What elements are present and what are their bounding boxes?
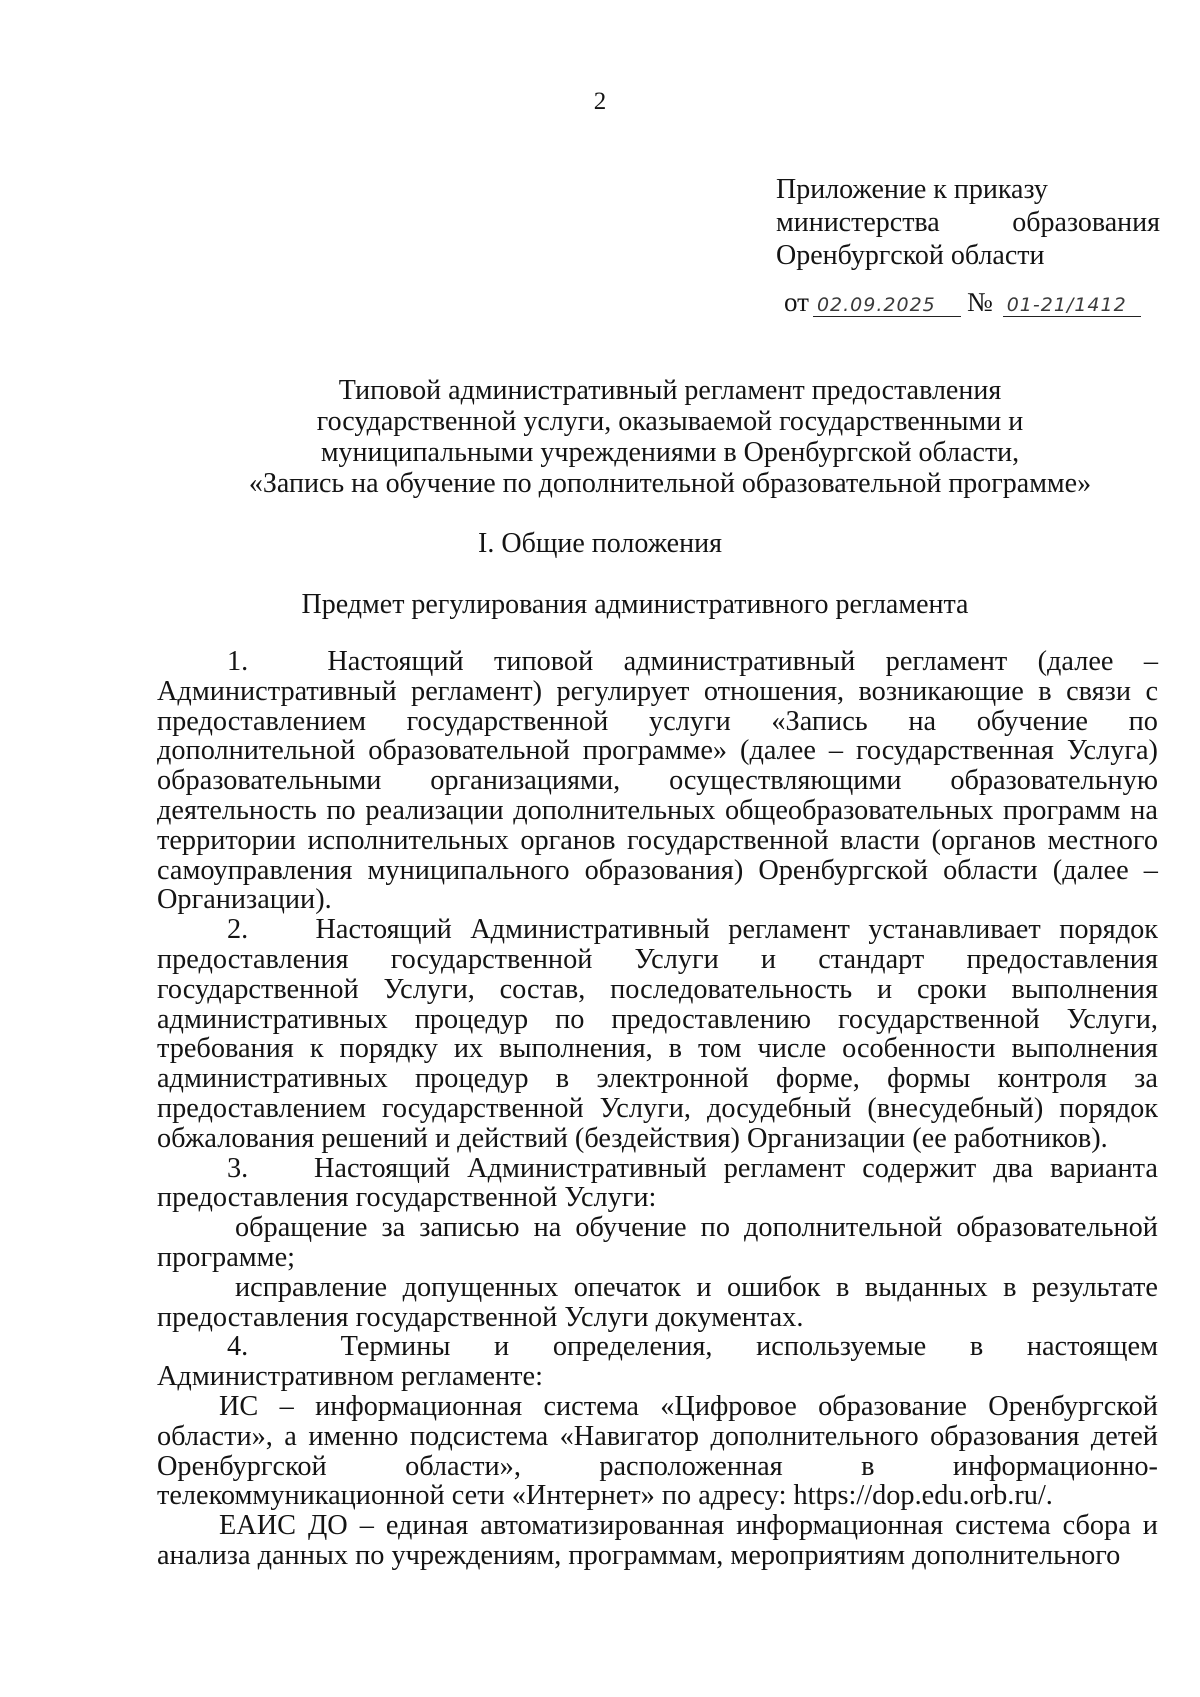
word: контроля [997, 1063, 1107, 1095]
word: настоящем [1026, 1331, 1158, 1363]
title-line-2: государственной услуги, оказываемой государственными и [316, 406, 1024, 437]
word: области», [405, 1450, 521, 1482]
paragraph-p4 [157, 1332, 1158, 1392]
item-number: 1. [227, 646, 249, 677]
word: Услуги, [599, 1092, 691, 1124]
word: органов [520, 824, 616, 856]
word: предоставления государственной Услуги: [157, 1182, 657, 1214]
appendix-line-2 [776, 206, 1160, 239]
text-line [157, 1273, 1158, 1303]
word: информационная [315, 1390, 523, 1422]
word: программе; [157, 1241, 295, 1273]
word: образовательной [368, 735, 570, 767]
word: реализации [365, 794, 504, 826]
section-heading: I. Общие положения [478, 528, 722, 559]
word: регламент [723, 1152, 846, 1184]
word: обучение [575, 1212, 687, 1244]
order-number-handwritten: 01-21/1412 [1003, 294, 1141, 317]
word: исполнительных [307, 824, 509, 856]
word: и [696, 1271, 712, 1303]
word: организациями, [430, 765, 621, 797]
order-reference [784, 287, 1174, 318]
word: допущенных [402, 1271, 559, 1303]
word: предоставлением [157, 705, 366, 737]
word: программ [1003, 794, 1121, 826]
text-line [157, 1392, 1158, 1422]
word: на [908, 705, 937, 737]
word: к [309, 1033, 324, 1065]
word: государственной [157, 973, 359, 1005]
word: результате [1032, 1271, 1158, 1303]
word: образования) [584, 854, 744, 886]
word: процедур [414, 1003, 529, 1035]
word: в [555, 1063, 570, 1095]
word: используемые [756, 1331, 927, 1363]
word: программам, [568, 1539, 724, 1571]
word: по [355, 1539, 385, 1571]
word: в [861, 1450, 875, 1482]
text-line [157, 1332, 1158, 1362]
word: в [668, 1033, 683, 1065]
paragraph-p1 [157, 647, 1158, 915]
word: предоставления [966, 943, 1158, 975]
document-title [200, 375, 1140, 499]
text-line [157, 975, 1158, 1005]
word: и [1142, 1510, 1158, 1542]
word: числе [757, 1033, 827, 1065]
word: – [279, 1390, 294, 1422]
word: формы [887, 1063, 971, 1095]
text-line [157, 1154, 1158, 1184]
text-line [157, 1094, 1158, 1124]
text-line [157, 1452, 1158, 1482]
word: дополнительной [157, 735, 356, 767]
word: варианта [1050, 1152, 1158, 1184]
word: местного [1047, 824, 1158, 856]
word: содержит [862, 1152, 977, 1184]
word: Административном регламенте: [157, 1361, 543, 1393]
text-line [157, 945, 1158, 975]
word: система [955, 1510, 1051, 1542]
word: связи [1066, 675, 1131, 707]
word: предоставления [157, 943, 349, 975]
word: регламент) [411, 675, 543, 707]
word: последовательность [610, 973, 853, 1005]
item-number: 3. [227, 1152, 249, 1184]
word: типовой [493, 646, 594, 677]
text-line [157, 1481, 1158, 1511]
word: порядок [1059, 1092, 1158, 1124]
word: предоставлению [611, 1003, 812, 1035]
word: учреждениям, [391, 1539, 562, 1571]
text-line [157, 915, 1158, 945]
word: дополнительного [912, 1539, 1121, 1571]
order-number-label: № [966, 287, 993, 317]
word: ЕАИС [219, 1510, 297, 1542]
word: за [1134, 1063, 1158, 1095]
word: общеобразовательных [725, 794, 994, 826]
text-line [157, 1303, 1158, 1333]
title-line-1: Типовой административный регламент предоставления [338, 375, 1002, 406]
text-line [157, 707, 1158, 737]
text-line [157, 647, 1158, 677]
word: по [700, 1212, 730, 1244]
word: досудебный [706, 1092, 852, 1124]
word: муниципального [367, 854, 570, 886]
text-line [157, 885, 1158, 915]
word: Оренбургской [988, 1390, 1158, 1422]
word: Настоящий [327, 646, 464, 677]
word: устанавливает [868, 914, 1041, 946]
word: дополнительной [744, 1212, 943, 1244]
text-line [157, 1362, 1158, 1392]
word: – [1143, 646, 1158, 677]
word: с [1145, 675, 1158, 707]
appendix-education-word: образования [1012, 207, 1160, 238]
word: образовательную [950, 765, 1158, 797]
word: государственная [855, 735, 1054, 767]
word: информационно- [952, 1450, 1158, 1482]
word: на [533, 1212, 562, 1244]
word: выполнения [1011, 973, 1158, 1005]
word: отношения, [703, 675, 845, 707]
word: услуги [649, 705, 731, 737]
subsection-heading: Предмет регулирования административного регламента [301, 589, 969, 620]
text-line [157, 1243, 1158, 1273]
word: форме, [776, 1063, 860, 1095]
word: административных [157, 1063, 388, 1095]
word: обучение [976, 705, 1088, 737]
word: ДО [308, 1510, 348, 1542]
word: выполнения [1011, 1033, 1158, 1065]
word: в [1003, 1271, 1017, 1303]
word: программе» [582, 735, 728, 767]
word: в [835, 1271, 850, 1303]
word: и [760, 943, 777, 975]
word: Оренбургской [758, 854, 929, 886]
title-line-3: муниципальными учреждениями в Оренбургской области, [320, 437, 1020, 468]
text-line [157, 1541, 1158, 1571]
word: данных [257, 1539, 348, 1571]
word: образовательными [157, 765, 382, 797]
paragraph-p3a [157, 1213, 1158, 1273]
word: электронной [596, 1063, 749, 1095]
text-line [157, 1213, 1158, 1243]
word: состав, [499, 973, 586, 1005]
word: (далее [740, 735, 816, 767]
word: ИС [219, 1390, 259, 1422]
word: территории [157, 824, 296, 856]
appendix-ministry-word: министерства [776, 207, 940, 238]
word: их [453, 1033, 484, 1065]
word: области», [157, 1420, 273, 1452]
word: подсистема [409, 1420, 549, 1452]
word: – [1143, 854, 1158, 886]
word: «Навигатор [559, 1420, 700, 1452]
word: на [1130, 794, 1158, 826]
text-line [157, 1183, 1158, 1213]
word: Административный [157, 675, 397, 707]
word: Услуги, [383, 973, 475, 1005]
word: регулирует [556, 675, 690, 707]
word: Административный [470, 914, 710, 946]
word: регламент [728, 914, 850, 946]
word: предоставления государственной Услуги документах. [157, 1301, 804, 1333]
word: требования [157, 1033, 294, 1065]
word: автоматизированная [480, 1510, 725, 1542]
word: образовательной [956, 1212, 1158, 1244]
text-line [157, 677, 1158, 707]
word: в [969, 1331, 984, 1363]
word: «Запись [771, 705, 868, 737]
order-date-handwritten: 02.09.2025 [813, 294, 961, 317]
word: записью [419, 1212, 520, 1244]
word: система [543, 1390, 639, 1422]
word: опечаток [573, 1271, 681, 1303]
word: телекоммуникационной сети «Интернет» по адресу: https://dop.edu.orb.ru/. [157, 1480, 1053, 1512]
word: государственной [626, 824, 829, 856]
word: Организации). [157, 884, 332, 916]
text-line [157, 1005, 1158, 1035]
word: единая [385, 1510, 469, 1542]
paragraph-p5 [157, 1392, 1158, 1511]
text-line [157, 766, 1158, 796]
word: стандарт [818, 943, 925, 975]
word: (внесудебный) [867, 1092, 1044, 1124]
word: области [943, 854, 1038, 886]
order-prefix: от [784, 287, 809, 317]
text-line [157, 1511, 1158, 1541]
item-number: 2. [227, 914, 249, 946]
text-line [157, 1034, 1158, 1064]
word: деятельность [157, 794, 317, 826]
word: Административный [467, 1152, 707, 1184]
word: выполнения, [499, 1033, 653, 1065]
word: административных [157, 1003, 388, 1035]
word: обращение [235, 1212, 368, 1244]
appendix-line-1: Приложение к приказу [776, 174, 1048, 205]
word: дополнительного [710, 1420, 919, 1452]
word: образование [818, 1390, 967, 1422]
word: и [876, 973, 893, 1005]
word: порядку [339, 1033, 438, 1065]
word: за [381, 1212, 406, 1244]
word: (далее [1037, 646, 1114, 677]
word: порядок [1059, 914, 1158, 946]
word: обжалования решений и действий (бездействия) Организации (ее работников). [157, 1122, 1108, 1154]
word: именно [308, 1420, 399, 1452]
word: процедур [415, 1063, 529, 1095]
word: осуществляющими [669, 765, 902, 797]
word: административный [623, 646, 856, 677]
word: (далее [1052, 854, 1129, 886]
word: определения, [552, 1331, 713, 1363]
title-line-4: «Запись на обучение по дополнительной образовательной программе» [248, 468, 1092, 499]
word: – [828, 735, 844, 767]
appendix-line-3: Оренбургской области [776, 240, 1045, 271]
appendix-block [776, 173, 1176, 272]
word: Услуги, [1066, 1003, 1158, 1035]
word: выданных [864, 1271, 988, 1303]
word: государственной [838, 1003, 1040, 1035]
word: детей [1090, 1420, 1158, 1452]
text-line [157, 826, 1158, 856]
word: по [326, 794, 356, 826]
word: ошибок [727, 1271, 821, 1303]
paragraph-p2 [157, 915, 1158, 1153]
word: два [993, 1152, 1034, 1184]
word: Оренбургской [157, 1450, 327, 1482]
word: Услуга) [1066, 735, 1158, 767]
text-line [157, 1422, 1158, 1452]
word: том [698, 1033, 742, 1065]
word: государственной [381, 1092, 584, 1124]
text-line [157, 796, 1158, 826]
page-number: 2 [593, 88, 607, 115]
text-line [157, 1124, 1158, 1154]
word: дополнительных [513, 794, 716, 826]
word: «Цифровое [660, 1390, 797, 1422]
word: сроки [916, 973, 987, 1005]
word: Настоящий [315, 914, 452, 946]
paragraph-p3b [157, 1273, 1158, 1333]
paragraph-p3 [157, 1154, 1158, 1214]
word: Термины [340, 1331, 451, 1363]
item-number: 4. [227, 1331, 249, 1363]
word: государственной [390, 943, 593, 975]
word: самоуправления [157, 854, 353, 886]
word: власти [840, 824, 920, 856]
word: мероприятиям [730, 1539, 906, 1571]
word: расположенная [599, 1450, 783, 1482]
text-line [157, 1064, 1158, 1094]
word: в [1038, 675, 1052, 707]
word: а [284, 1420, 297, 1452]
text-line [157, 736, 1158, 766]
word: образования [930, 1420, 1080, 1452]
text-line [157, 856, 1158, 886]
word: Услуги [634, 943, 719, 975]
word: информационная [736, 1510, 944, 1542]
word: анализа [157, 1539, 251, 1571]
word: государственной [406, 705, 609, 737]
word: особенности [842, 1033, 996, 1065]
word: Настоящий [313, 1152, 451, 1184]
word: – [359, 1510, 374, 1542]
word: предоставлением [157, 1092, 366, 1124]
word: сбора [1062, 1510, 1131, 1542]
word: исправление [235, 1271, 388, 1303]
word: возникающие [858, 675, 1024, 707]
word: по [555, 1003, 585, 1035]
word: регламент [885, 646, 1008, 677]
word: (органов [931, 824, 1036, 856]
body-text [157, 647, 1158, 1571]
word: по [1128, 705, 1158, 737]
word: и [494, 1331, 510, 1363]
paragraph-p6 [157, 1511, 1158, 1571]
